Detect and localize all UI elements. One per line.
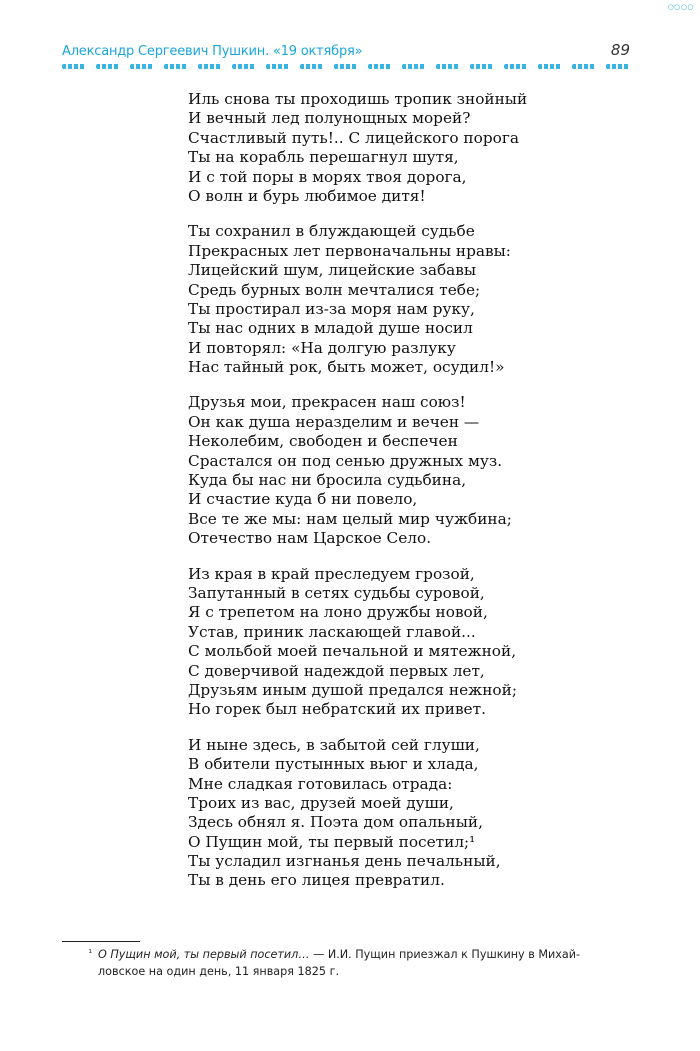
page-number: 89	[610, 41, 630, 59]
poem-line: Срастался он под сенью дружных муз.	[188, 451, 503, 470]
poem-line: Я с трепетом на лоно дружбы новой,	[188, 603, 488, 622]
poem-line: Друзья мои, прекрасен наш союз!	[188, 393, 466, 412]
stanza	[188, 222, 618, 377]
poem-line: И ныне здесь, в забытой сей глуши,	[188, 735, 480, 754]
ornament-segment	[198, 64, 222, 69]
poem-line: О волн и бурь любимое дитя!	[188, 186, 426, 205]
ornament-segment	[402, 64, 426, 69]
stanza	[188, 736, 618, 891]
poem-line: Ты в день его лицея превратил.	[188, 871, 445, 890]
ornament-segment	[572, 64, 596, 69]
poem-line: Все те же мы: нам целый мир чужбина;	[188, 509, 512, 528]
poem-line: Счастливый путь!.. С лицейского порога	[188, 128, 519, 147]
poem-line: Нас тайный рок, быть может, осудил!»	[188, 358, 505, 377]
ornament-segment	[436, 64, 460, 69]
ornament-segment	[334, 64, 358, 69]
stanza	[188, 90, 618, 206]
ornament-segment	[538, 64, 562, 69]
ornament-segment	[130, 64, 154, 69]
footnote-text-1: — И.И. Пущин приезжал к Пушкину в Михай-	[309, 948, 581, 961]
poem-line: Неколебим, свободен и беспечен	[188, 432, 458, 451]
ornament-segment	[300, 64, 324, 69]
poem-line: Куда бы нас ни бросила судьбина,	[188, 471, 467, 490]
poem-line: Запутанный в сетях судьбы суровой,	[188, 583, 485, 602]
poem-line: Прекрасных лет первоначальны нравы:	[188, 241, 511, 260]
poem-line: Устав, приник ласкающей главой...	[188, 622, 476, 641]
poem-line: С мольбой моей печальной и мятежной,	[188, 642, 517, 661]
footnote	[62, 946, 632, 980]
ornament-segment	[266, 64, 290, 69]
footnote-line-1	[62, 946, 632, 963]
poem-line: Ты нас одних в младой душе носил	[188, 319, 473, 338]
footnote-quote: О Пущин мой, ты первый посетил…	[98, 948, 310, 961]
ornament-segment	[62, 64, 86, 69]
poem-body	[188, 90, 618, 907]
footnote-line-2	[62, 963, 632, 980]
footnote-number: ¹	[88, 949, 92, 959]
running-title: Александр Сергеевич Пушкин. «19 октября»	[62, 44, 363, 59]
running-head	[62, 41, 630, 61]
ornament-segment	[164, 64, 188, 69]
poem-line: Ты усладил изгнанья день печальный,	[188, 852, 501, 871]
ornament-segment	[232, 64, 256, 69]
poem-line: И с той поры в морях твоя дорога,	[188, 167, 467, 186]
stanza	[188, 565, 618, 720]
poem-line: Средь бурных волн мечталися тебе;	[188, 280, 481, 299]
corner-ornament: ○○○○	[667, 3, 694, 11]
poem-line: В обители пустынных вьюг и хлада,	[188, 755, 479, 774]
poem-line: И счастие куда б ни повело,	[188, 490, 418, 509]
poem-line: Ты на корабль перешагнул шутя,	[188, 148, 459, 167]
ornament-segment	[606, 64, 630, 69]
footnote-rule	[62, 941, 140, 942]
poem-line: Лицейский шум, лицейские забавы	[188, 261, 477, 280]
ornament-segment	[368, 64, 392, 69]
poem-line: Ты простирал из-за моря нам руку,	[188, 299, 475, 318]
poem-line: Отечество нам Царское Село.	[188, 529, 432, 548]
header-ornament-rule	[62, 62, 630, 72]
poem-line: Ты сохранил в блуждающей судьбе	[188, 222, 475, 241]
poem-line: И повторял: «На долгую разлуку	[188, 338, 456, 357]
poem-line: И вечный лед полунощных морей?	[188, 109, 471, 128]
poem-line: Друзьям иным душой предался нежной;	[188, 680, 517, 699]
poem-line: Но горек был небратский их привет.	[188, 700, 486, 719]
poem-line: Троих из вас, друзей моей души,	[188, 793, 454, 812]
poem-line: Из края в край преследуем грозой,	[188, 564, 475, 583]
ornament-segment	[96, 64, 120, 69]
poem-line: С доверчивой надеждой первых лет,	[188, 661, 485, 680]
footnote-text-2: ловское на один день, 11 января 1825 г.	[98, 965, 340, 978]
poem-line: Он как душа неразделим и вечен —	[188, 412, 480, 431]
stanza	[188, 393, 618, 548]
poem-line: Мне сладкая готовилась отрада:	[188, 774, 453, 793]
poem-line: Иль снова ты проходишь тропик знойный	[188, 90, 528, 108]
poem-line: О Пущин мой, ты первый посетил;¹	[188, 832, 476, 851]
poem-line: Здесь обнял я. Поэта дом опальный,	[188, 813, 483, 832]
ornament-segment	[470, 64, 494, 69]
ornament-segment	[504, 64, 528, 69]
